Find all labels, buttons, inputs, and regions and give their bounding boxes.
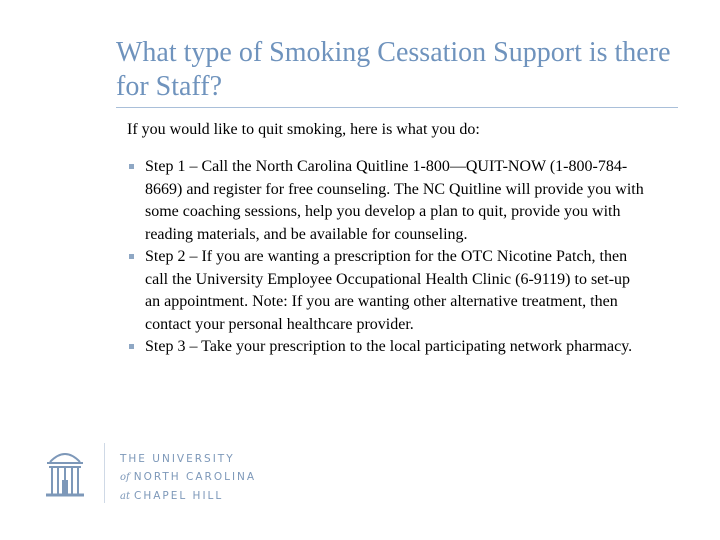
steps-list [127, 156, 647, 359]
square-bullet-icon [129, 254, 134, 259]
square-bullet-icon [129, 164, 134, 169]
intro-text: If you would like to quit smoking, here is what you do: [127, 121, 480, 138]
university-wordmark [120, 450, 256, 506]
list-item [127, 336, 647, 359]
slide-title: What type of Smoking Cessation Support is there for Staff? [116, 37, 671, 102]
step-3-text: Step 3 – Take your prescription to the local participating network pharmacy. [145, 338, 633, 355]
logo-line-2: NORTH CAROLINA [133, 471, 257, 483]
step-1-text: Step 1 – Call the North Carolina Quitline 1-800—QUIT-NOW (1-800-784-8669) and register for free counseling. The NC Quitline will provide you with some coaching sessions, help you develop a plan to quit, provide you with reading materials, and be available for counseling. [145, 158, 644, 243]
logo-line-3-prefix: at [120, 491, 130, 502]
square-bullet-icon [129, 344, 134, 349]
logo-line-3: CHAPEL HILL [133, 490, 224, 502]
step-2-text: Step 2 – If you are wanting a prescription for the OTC Nicotine Patch, then call the University Employee Occupational Health Clinic (6-9119) to set-up an appointment. Note: If you are wanting other alternative treatment, then contact your personal healthcare provider. [145, 248, 631, 333]
logo-line-2-prefix: of [120, 472, 130, 483]
logo-line-1: THE UNIVERSITY [120, 453, 235, 465]
list-item [127, 246, 647, 336]
title-divider [116, 107, 678, 108]
logo-divider [104, 443, 105, 503]
list-item [127, 156, 647, 246]
